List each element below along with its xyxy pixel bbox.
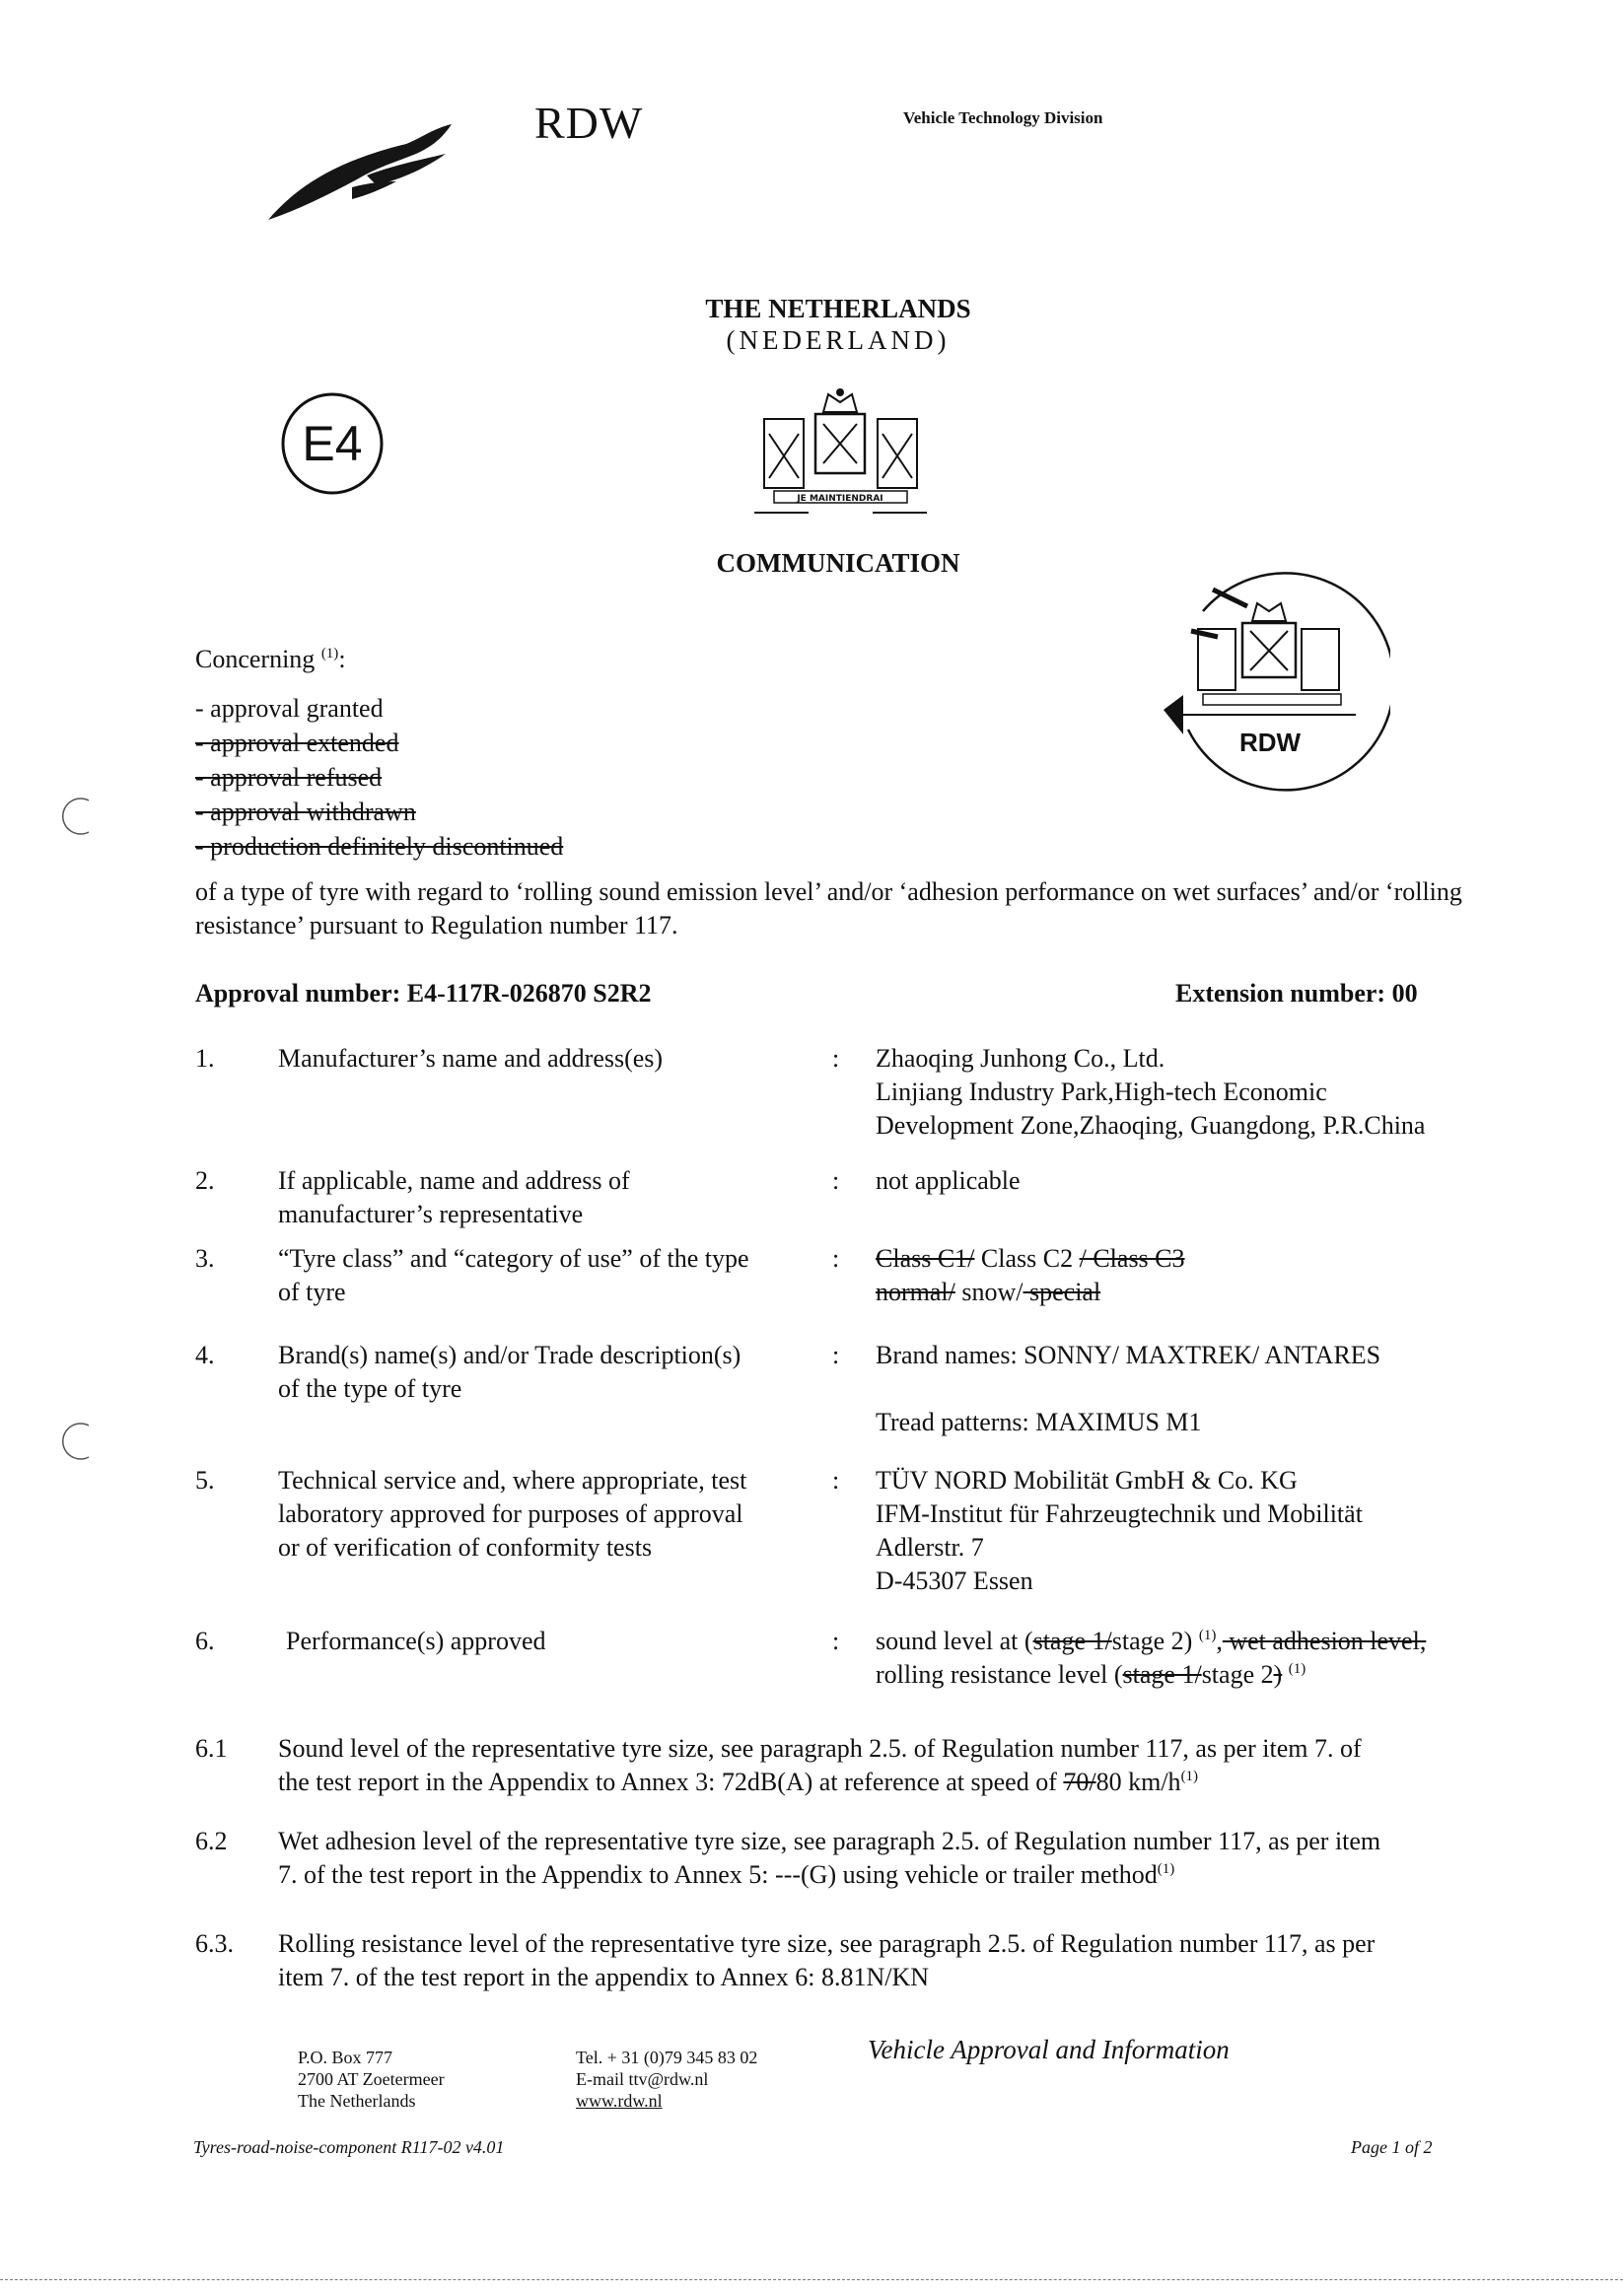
use-special: special [1023,1278,1101,1306]
item-value [876,1242,1546,1309]
footnote-ref: (1) [320,646,339,661]
status-approval-withdrawn: - approval withdrawn [195,798,416,826]
item-number: 5. [195,1466,215,1495]
item-colon: : [832,1044,840,1073]
org-name: RDW [534,98,644,148]
item-value: TÜV NORD Mobilität GmbH & Co. KG IFM-Institut für Fahrzeugtechnik und Mobilität Adlerstr. 7 D-45307 Essen [876,1466,1363,1595]
footer-website-link[interactable]: www.rdw.nl [576,2091,663,2111]
division-name: Vehicle Technology Division [903,108,1103,127]
item-value: not applicable [876,1166,1021,1195]
hole-punch-mark [59,1420,93,1463]
rdw-bird-logo [258,116,456,225]
item-label: If applicable, name and address of manufacturer’s representative [278,1166,630,1228]
status-approval-extended: - approval extended [195,729,399,757]
use-snow: snow/ [954,1278,1023,1306]
class-c3: / Class C3 [1079,1244,1185,1273]
item-label: Manufacturer’s name and address(es) [278,1044,664,1073]
e4-approval-mark [278,389,387,498]
item-colon: : [832,1244,840,1273]
footer-department: Vehicle Approval and Information [868,2035,1230,2064]
item-label: Performance(s) approved [286,1627,546,1655]
tread-patterns: Tread patterns: MAXIMUS M1 [876,1408,1202,1436]
scan-edge-line [0,2279,1623,2280]
concerning-label: Concerning $^{(1)}$: [195,645,346,673]
status-list [195,692,563,865]
status-production-discontinued: - production definitely discontinued [195,832,564,861]
class-c1: Class C1/ [876,1244,975,1273]
country-title: THE NETHERLANDS [705,294,971,323]
item-colon: : [832,1341,840,1369]
item-number: 2. [195,1166,215,1195]
hole-punch-mark [59,795,93,838]
item-colon: : [832,1166,840,1195]
crest-motto: JE MAINTIENDRAI [797,494,883,504]
footer-contact [576,2047,757,2112]
footer-email: E-mail ttv@rdw.nl [576,2069,709,2089]
approval-number: Approval number: E4-117R-026870 S2R2 [195,979,652,1008]
item-colon: : [832,1466,840,1495]
e4-mark-text: E4 [302,416,363,471]
item-label: Brand(s) name(s) and/or Trade description(s) of the type of tyre [278,1341,741,1403]
coat-of-arms-crest [754,384,927,527]
country-local: (NEDERLAND) [726,325,951,355]
use-normal: normal/ [876,1278,955,1306]
footer-phone: Tel. + 31 (0)79 345 83 02 [576,2048,758,2067]
item-number: 1. [195,1044,215,1073]
item-number: 4. [195,1341,215,1369]
item-colon: : [832,1627,840,1655]
page-number: Page 1 of 2 [1351,2137,1433,2157]
brand-names: Brand names: SONNY/ MAXTREK/ ANTARES [876,1341,1381,1369]
stamp-text: RDW [1238,728,1302,757]
item-label: Technical service and, where appropriate, test laboratory approved for purposes of approval or of verification of conformity tests [278,1466,747,1562]
item-number: 6. [195,1627,215,1655]
class-c2: Class C2 [974,1244,1080,1273]
item-value: Zhaoqing Junhong Co., Ltd. Linjiang Industry Park,High-tech Economic Development Zone,Zhaoqing, Guangdong, P.R.China [876,1044,1426,1140]
document-type: COMMUNICATION [716,548,960,578]
status-approval-refused: - approval refused [195,763,383,792]
item-value [876,1339,1546,1439]
status-approval-granted: - approval granted [195,694,384,723]
intro-paragraph: of a type of tyre with regard to ‘rolling sound emission level’ and/or ‘adhesion performance on wet surfaces’ and/or ‘rolling resistance’ pursuant to Regulation number 117. [195,877,1462,939]
rdw-official-stamp [1144,572,1390,799]
item-number: 3. [195,1244,215,1273]
extension-number: Extension number: 00 [1175,979,1418,1008]
item-label: “Tyre class” and “category of use” of the type of tyre [278,1244,749,1306]
footer-address: P.O. Box 777 2700 AT Zoetermeer The Netherlands [298,2048,445,2111]
document-reference: Tyres-road-noise-component R117-02 v4.01 [193,2137,505,2157]
item-value: sound level at (stage 1/stage 2) $^{(1)}$, wet adhesion level, rolling resistance level (stage 1/stage 2) $^{(1)}$ [876,1627,1427,1689]
